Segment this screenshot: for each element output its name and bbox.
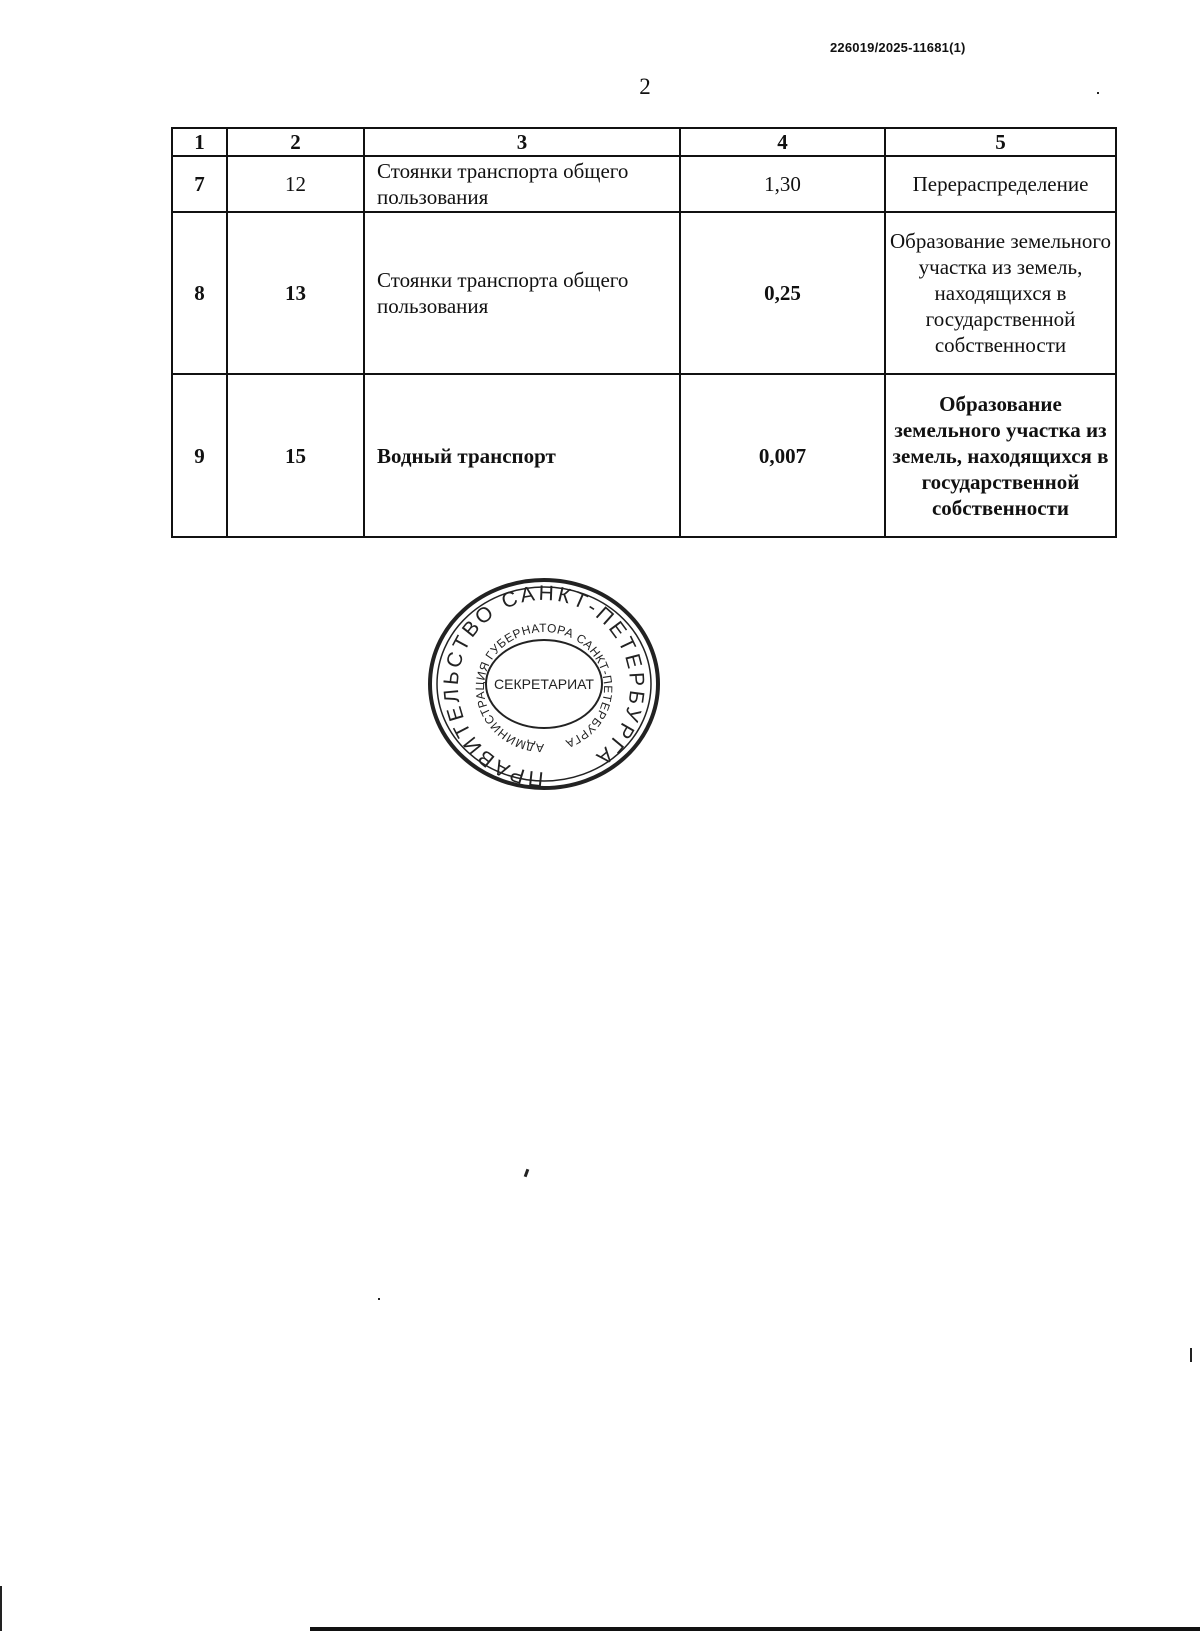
scan-speck (1190, 1348, 1192, 1362)
table-row (172, 374, 1116, 537)
zone-cell: 13 (227, 212, 364, 374)
scan-speck (524, 1169, 530, 1178)
table-header-row (172, 128, 1116, 156)
column-header: 3 (364, 128, 680, 156)
scan-speck (1097, 92, 1099, 94)
document-registration-number: 226019/2025-11681(1) (830, 40, 966, 55)
scan-edge-mark (0, 1586, 2, 1631)
area-cell: 0,25 (680, 212, 885, 374)
stamp-inner-text: АДМИНИСТРАЦИЯ ГУБЕРНАТОРА САНКТ-ПЕТЕРБУРГА (472, 620, 616, 756)
table-row (172, 212, 1116, 374)
secretariat-stamp (424, 576, 664, 796)
column-header: 5 (885, 128, 1116, 156)
zone-cell: 15 (227, 374, 364, 537)
column-header: 2 (227, 128, 364, 156)
scan-bottom-edge (310, 1627, 1200, 1631)
area-cell: 1,30 (680, 156, 885, 212)
column-header: 4 (680, 128, 885, 156)
area-cell: 0,007 (680, 374, 885, 537)
row-number-cell: 9 (172, 374, 227, 537)
stamp-center-text: СЕКРЕТАРИАТ (494, 676, 594, 692)
method-cell: Образование земельного участка из земель, находящихся в государственной собственности (885, 374, 1116, 537)
row-number-cell: 8 (172, 212, 227, 374)
land-plots-table (171, 127, 1117, 538)
table-row (172, 156, 1116, 212)
zone-cell: 12 (227, 156, 364, 212)
row-number-cell: 7 (172, 156, 227, 212)
scan-speck (378, 1298, 380, 1300)
purpose-cell: Водный транспорт (364, 374, 680, 537)
column-header: 1 (172, 128, 227, 156)
stamp-outer-text: ПРАВИТЕЛЬСТВО САНКТ-ПЕТЕРБУРГА (439, 581, 649, 791)
purpose-cell: Стоянки транспорта общего пользования (364, 156, 680, 212)
purpose-cell: Стоянки транспорта общего пользования (364, 212, 680, 374)
method-cell: Образование земельного участка из земель, находящихся в государственной собственности (885, 212, 1116, 374)
page-number: 2 (639, 74, 651, 99)
method-cell: Перераспределение (885, 156, 1116, 212)
